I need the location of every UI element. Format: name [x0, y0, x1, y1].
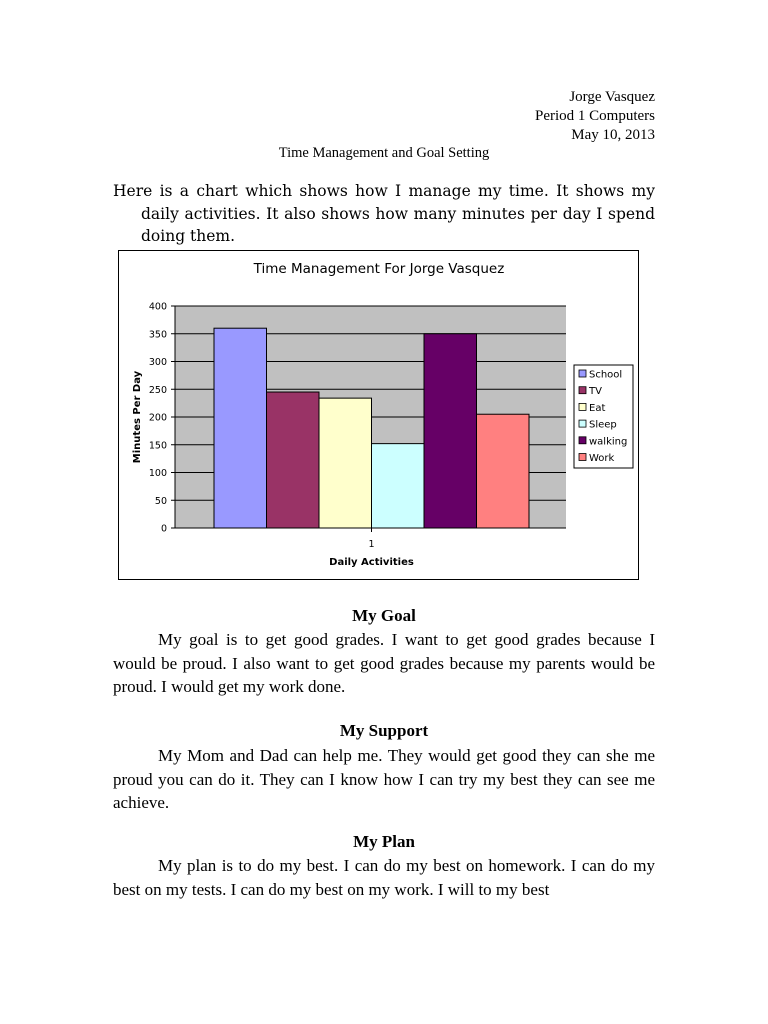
- goal-paragraph: [113, 628, 655, 699]
- goal-heading: My Goal: [352, 606, 416, 625]
- bar-sleep: [372, 444, 425, 528]
- plan-paragraph: [113, 854, 655, 901]
- legend-label-walking: walking: [589, 436, 628, 448]
- bar-tv: [267, 392, 320, 528]
- legend-label-tv: TV: [589, 386, 602, 398]
- x-tick-label: 1: [368, 539, 375, 550]
- legend-swatch-work: [579, 454, 586, 461]
- plan-heading: My Plan: [353, 832, 415, 851]
- bar-school: [214, 328, 267, 528]
- legend-swatch-school: [579, 370, 586, 377]
- intro-paragraph: Here is a chart which shows how I manage my time. It shows my daily activities. It also shows how many minutes per day I spend doing them.: [113, 182, 655, 245]
- chart-container: [118, 250, 639, 580]
- goal-text: My goal is to get good grades. I want to get good grades because I would be proud. I also want to get good grades because my parents would be proud. I would get my work done.: [113, 630, 655, 696]
- y-tick-label: 200: [148, 412, 167, 424]
- legend-label-eat: Eat: [589, 402, 606, 414]
- legend-swatch-sleep: [579, 420, 586, 427]
- y-tick-label: 350: [148, 329, 167, 341]
- document-date: May 10, 2013: [571, 127, 655, 143]
- y-tick-label: 150: [148, 440, 167, 452]
- y-tick-label: 100: [148, 468, 167, 479]
- bar-work: [477, 414, 530, 528]
- y-tick-label: 400: [148, 301, 167, 313]
- legend-swatch-eat: [579, 403, 586, 410]
- support-heading: My Support: [339, 721, 429, 740]
- author-name: Jorge Vasquez: [569, 89, 655, 105]
- legend-label-sleep: Sleep: [589, 419, 617, 431]
- document-title: Time Management and Goal Setting: [278, 145, 490, 161]
- support-paragraph: [113, 744, 655, 815]
- legend-swatch-walking: [579, 437, 586, 444]
- y-tick-label: 50: [154, 495, 167, 507]
- plan-text: My plan is to do my best. I can do my best on homework. I can do my best on my tests. I can do my best on my work. I will to my best: [113, 856, 655, 899]
- support-text: My Mom and Dad can help me. They would get good they can she me proud you can do it. They can I know how I can try my best they can see me achieve.: [113, 746, 655, 812]
- bar-eat: [319, 398, 372, 528]
- header-block: [535, 88, 655, 145]
- bar-walking: [424, 334, 477, 528]
- legend-swatch-tv: [579, 387, 586, 394]
- x-axis-label: Daily Activities: [329, 557, 414, 568]
- bar-chart: [119, 251, 638, 579]
- class-period: Period 1 Computers: [535, 108, 655, 124]
- y-tick-label: 300: [148, 357, 167, 368]
- y-axis-label: Minutes Per Day: [132, 370, 143, 464]
- legend-label-work: Work: [589, 453, 615, 464]
- y-tick-label: 250: [148, 384, 167, 396]
- chart-title: Time Management For Jorge Vasquez: [253, 261, 505, 277]
- y-tick-label: 0: [160, 523, 167, 535]
- legend-label-school: School: [589, 369, 623, 381]
